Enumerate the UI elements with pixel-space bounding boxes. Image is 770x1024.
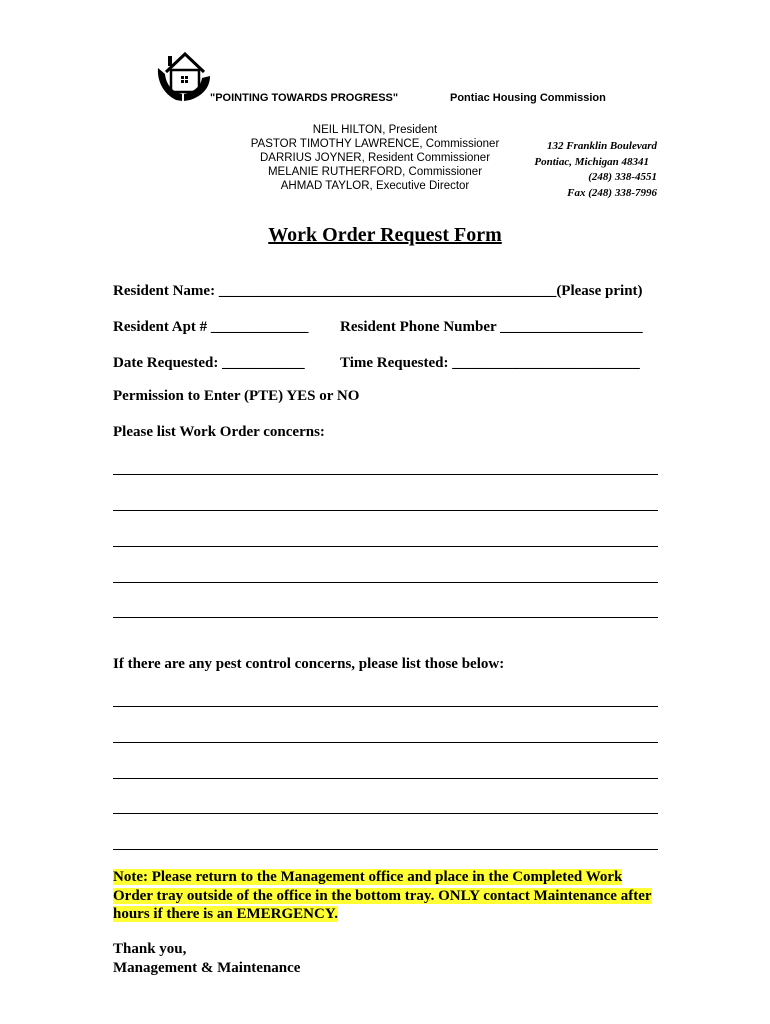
board-members (240, 123, 510, 193)
board-member: PASTOR TIMOTHY LAWRENCE, Commissioner (250, 138, 500, 150)
concern-line[interactable] (113, 582, 658, 583)
return-note (113, 868, 661, 924)
pest-line[interactable] (113, 778, 658, 779)
address-line: (248) 338-4551 (588, 171, 657, 183)
date-requested-field[interactable]: Date Requested: ___________ (113, 355, 305, 371)
concern-line[interactable] (113, 546, 658, 547)
pest-line[interactable] (113, 813, 658, 814)
concern-line[interactable] (113, 474, 658, 475)
organization-name: Pontiac Housing Commission (450, 92, 606, 104)
board-member: AHMAD TAYLOR, Executive Director (280, 180, 470, 192)
closing (113, 940, 300, 978)
address-line: 132 Franklin Boulevard (546, 140, 657, 152)
closing-thanks: Thank you, (113, 941, 187, 957)
pest-line[interactable] (113, 849, 658, 850)
pest-line[interactable] (113, 742, 658, 743)
time-requested-field[interactable]: Time Requested: _________________________ (340, 355, 640, 371)
pest-line[interactable] (113, 706, 658, 707)
board-member: NEIL HILTON, President (312, 124, 438, 136)
resident-name-field[interactable]: Resident Name: _____________________________________________(Please print) (113, 283, 643, 299)
concerns-label: Please list Work Order concerns: (113, 424, 325, 440)
permission-to-enter: Permission to Enter (PTE) YES or NO (113, 388, 360, 404)
address-line: Pontiac, Michigan 48341 (534, 155, 649, 168)
house-hands-icon (152, 48, 212, 106)
highlighted-note-text: Note: Please return to the Management office and place in the Completed Work Order tray outside of the office in the bottom tray. ONLY contact Maintenance after hours if there is an EMERGENCY. (113, 869, 652, 922)
pest-control-label: If there are any pest control concerns, please list those below: (113, 656, 505, 672)
address-line: Fax (248) 338-7996 (567, 186, 657, 199)
resident-phone-field[interactable]: Resident Phone Number ___________________ (340, 319, 643, 335)
board-member: MELANIE RUTHERFORD, Commissioner (267, 166, 483, 178)
housing-commission-logo (152, 48, 212, 106)
concern-line[interactable] (113, 617, 658, 618)
resident-apt-field[interactable]: Resident Apt # _____________ (113, 319, 309, 335)
closing-signature: Management & Maintenance (113, 960, 301, 976)
board-member: DARRIUS JOYNER, Resident Commissioner (259, 152, 491, 164)
slogan: "POINTING TOWARDS PROGRESS" (210, 92, 399, 104)
concern-line[interactable] (113, 510, 658, 511)
office-address (500, 139, 657, 201)
form-title: Work Order Request Form (268, 224, 502, 246)
